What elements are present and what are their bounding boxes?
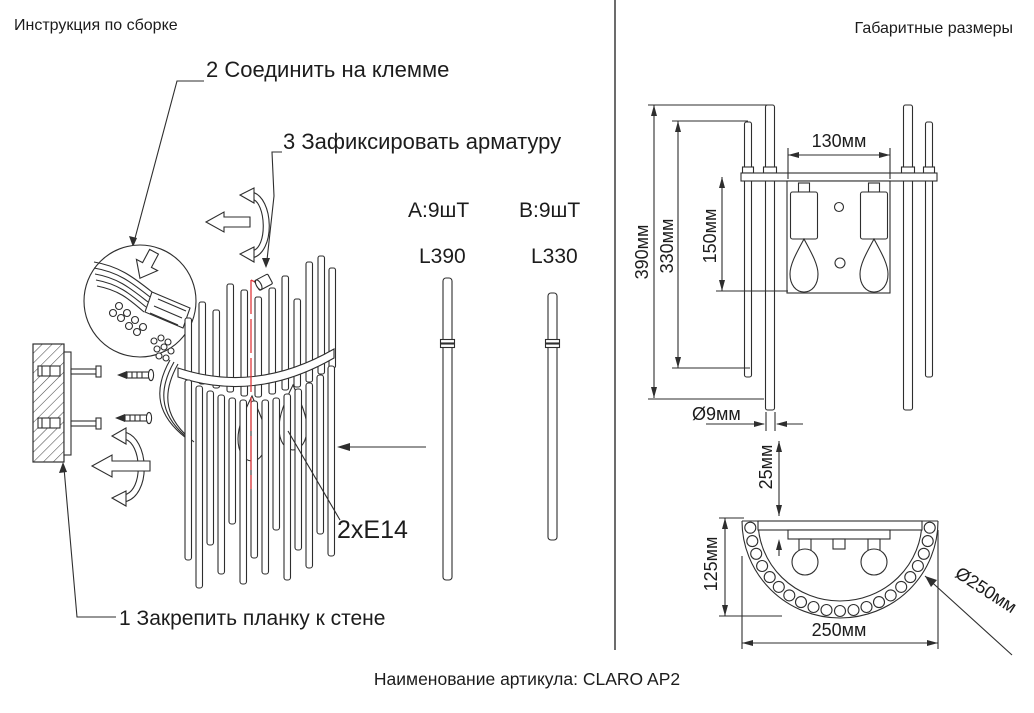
socket-type-label: 2хЕ14: [337, 516, 408, 544]
step1-label: 1 Закрепить планку к стене: [119, 607, 386, 630]
dim-total-height: 390мм: [632, 224, 652, 280]
step3-label: 3 Зафиксировать арматуру: [283, 129, 562, 154]
wiring-detail-circle: [84, 245, 196, 357]
left-arrow-icon: [337, 443, 426, 451]
rod-sample-a: [441, 278, 455, 580]
dim-diameter: Ø250мм: [951, 562, 1021, 618]
dim-width: 250мм: [811, 620, 867, 640]
rod-a-length-label: L390: [419, 245, 466, 268]
lamp-body: [178, 256, 336, 588]
screw: [115, 412, 152, 423]
rod-a-qty-label: А:9шТ: [408, 199, 470, 222]
candle-bulb: [790, 183, 818, 292]
candle-bulb: [860, 183, 888, 292]
step2-label: 2 Соединить на клемме: [206, 57, 450, 82]
wall-mount: [33, 344, 101, 462]
assembly-view: [33, 81, 560, 617]
rod-sample-b: [546, 293, 560, 540]
article-caption: Наименование артикула: CLARO AP2: [373, 669, 681, 689]
right-panel-title: Габаритные размеры: [854, 20, 1013, 37]
rod-b-length-label: L330: [531, 245, 578, 268]
dim-body-height: 150мм: [700, 208, 720, 264]
dim-rod-diameter: Ø9мм: [692, 404, 741, 424]
screw: [117, 369, 154, 380]
front-view: [648, 105, 937, 516]
dim-rod-b-height: 330мм: [657, 218, 677, 274]
dim-mount-width: 130мм: [811, 131, 867, 151]
rod-b-qty-label: В:9шТ: [519, 199, 581, 222]
dim-wall-offset: 25мм: [756, 444, 776, 490]
left-panel-title: Инструкция по сборке: [14, 17, 178, 34]
dim-depth: 125мм: [701, 536, 721, 592]
left-arrow-icon: [206, 212, 250, 232]
